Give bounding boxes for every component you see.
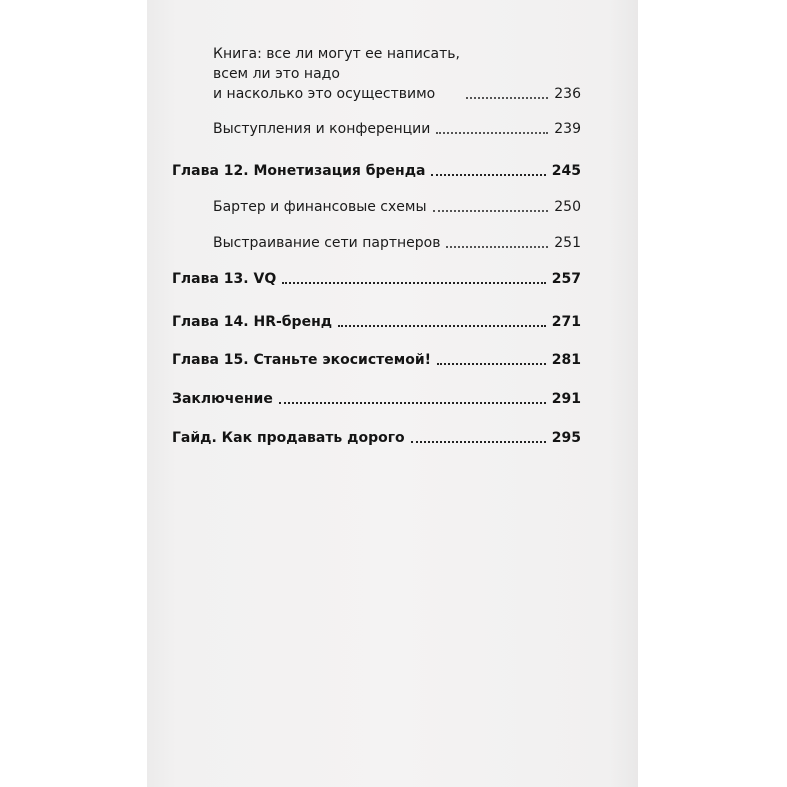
dot-leader [466,97,548,99]
toc-chapter-entry [172,389,581,409]
toc-chapter-entry [172,428,581,448]
toc-entry-page: 271 [551,314,581,330]
toc-entry-page: 236 [554,86,581,102]
dot-leader [279,402,546,404]
dot-leader [436,132,548,134]
toc-chapter-entry [172,269,581,289]
toc-entry-page: 251 [554,235,581,251]
toc-entry-page: 291 [551,391,581,407]
toc-entry [213,119,581,139]
toc-entry-title: Гайд. Как продавать дорого [172,430,405,446]
toc-entry-title: Выстраивание сети партнеров [213,235,441,251]
toc-chapter-entry [172,161,581,181]
toc-entry-title: Книга: все ли могут ее написать, всем ли это надо и насколько это осуществимо [213,46,460,102]
dot-leader [433,210,549,212]
toc-entry-page: 245 [551,163,581,179]
toc-entry-title: Глава 14. HR-бренд [172,314,333,330]
dot-leader [282,282,546,284]
toc-entry [213,44,581,104]
toc-chapter-entry [172,350,581,370]
toc-entry-page: 295 [551,430,581,446]
toc-entry-title: Глава 15. Станьте экосистемой! [172,352,432,368]
dot-leader [338,325,546,327]
dot-leader [446,246,548,248]
toc-entry-title: Глава 13. VQ [172,271,277,287]
toc-entry-page: 281 [551,352,581,368]
toc-entry-title: Заключение [172,391,273,407]
toc-entry [213,197,581,217]
dot-leader [437,363,546,365]
toc-entry-title: Глава 12. Монетизация бренда [172,163,426,179]
toc-entry-page: 239 [554,121,581,137]
dot-leader [431,174,545,176]
toc-entry-page: 257 [551,271,581,287]
toc-entry-title: Выступления и конференции [213,121,431,137]
toc-entry-title: Бартер и финансовые схемы [213,199,427,215]
toc-entry-page: 250 [554,199,581,215]
toc-entry [213,233,581,253]
book-page [147,0,638,787]
toc-chapter-entry [172,312,581,332]
dot-leader [411,441,546,443]
